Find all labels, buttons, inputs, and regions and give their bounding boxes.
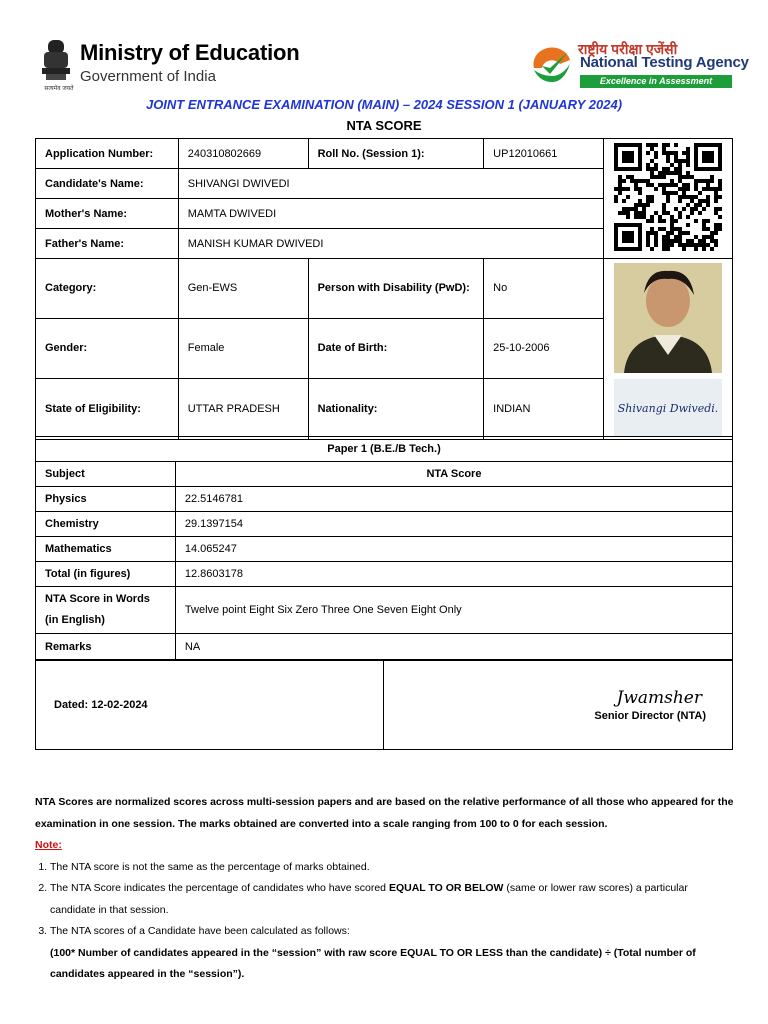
score-total: 12.8603178 — [175, 562, 732, 587]
score-header: NTA Score — [175, 462, 732, 487]
table-row — [36, 512, 733, 537]
candidate-name-label: Candidate's Name: — [36, 169, 179, 199]
father-name-label: Father's Name: — [36, 229, 179, 259]
table-row — [36, 537, 733, 562]
emblem-motto: सत्यमेव जयते — [44, 86, 74, 92]
agency-english-name: National Testing Agency — [580, 54, 749, 71]
notes-heading: Note: — [35, 839, 62, 851]
subject-mathematics: Mathematics — [36, 537, 176, 562]
note-3-text: The NTA scores of a Candidate have been calculated as follows: — [50, 925, 350, 937]
state-value: UTTAR PRADESH — [178, 378, 308, 439]
candidate-info-table — [35, 138, 733, 440]
signature-table — [35, 660, 733, 750]
photo-signature-cell — [604, 259, 733, 440]
notes-intro: NTA Scores are normalized scores across multi-session papers and are based on the relative performance of all those who appeared for the examination in one session. The marks obtained are converted into a scale ranging from 100 to 0 for each session. — [35, 796, 734, 830]
dated: Dated: 12-02-2024 — [36, 661, 384, 750]
application-number-label: Application Number: — [36, 139, 179, 169]
dob-label: Date of Birth: — [308, 318, 484, 378]
application-number-value: 240310802669 — [178, 139, 308, 169]
notes-section — [35, 792, 735, 986]
nationality-label: Nationality: — [308, 378, 484, 439]
subject-total: Total (in figures) — [36, 562, 176, 587]
table-row — [36, 562, 733, 587]
nationality-value: INDIAN — [484, 378, 604, 439]
category-value: Gen-EWS — [178, 259, 308, 319]
qr-code-icon — [614, 143, 722, 251]
exam-title: JOINT ENTRANCE EXAMINATION (MAIN) – 2024 SESSION 1 (JANUARY 2024) — [145, 97, 623, 112]
list-item — [50, 878, 735, 921]
remarks-value: NA — [175, 634, 732, 660]
ministry-title: Ministry of Education — [80, 40, 300, 65]
gender-label: Gender: — [36, 318, 179, 378]
subject-remarks: Remarks — [36, 634, 176, 660]
list-item — [50, 857, 735, 879]
note-1-text: The NTA score is not the same as the percentage of marks obtained. — [50, 860, 370, 873]
table-row — [36, 487, 733, 512]
gender-value: Female — [178, 318, 308, 378]
score-chemistry: 29.1397154 — [175, 512, 732, 537]
dob-value: 25-10-2006 — [484, 318, 604, 378]
notes-list — [50, 857, 735, 986]
table-row — [36, 587, 733, 634]
mother-name-value: MAMTA DWIVEDI — [178, 199, 603, 229]
page-header — [0, 0, 768, 96]
subject-header: Subject — [36, 462, 176, 487]
roll-number-label: Roll No. (Session 1): — [308, 139, 484, 169]
note-2-text-pre: The NTA Score indicates the percentage of candidates who have scored — [50, 882, 389, 894]
agency-hindi-name: राष्ट्रीय परीक्षा एजेंसी — [578, 41, 678, 57]
subject-chemistry: Chemistry — [36, 512, 176, 537]
list-item — [50, 921, 735, 986]
subject-score-in-words: NTA Score in Words (in English) — [36, 587, 176, 634]
agency-tagline: Excellence in Assessment — [580, 75, 732, 88]
table-row — [36, 634, 733, 660]
paper-heading: Paper 1 (B.E./B Tech.) — [36, 437, 733, 462]
roll-number-value: UP12010661 — [484, 139, 604, 169]
score-physics: 22.5146781 — [175, 487, 732, 512]
note-2-text-bold: EQUAL TO OR BELOW — [388, 882, 504, 894]
director-signature: Jwamsher — [616, 688, 702, 708]
signatory-title: Senior Director (NTA) — [594, 710, 706, 722]
candidate-name-value: SHIVANGI DWIVEDI — [178, 169, 603, 199]
category-label: Category: — [36, 259, 179, 319]
father-name-value: MANISH KUMAR DWIVEDI — [178, 229, 603, 259]
government-subtitle: Government of India — [80, 68, 216, 85]
qr-code-cell — [604, 139, 733, 259]
nta-logo-icon — [530, 46, 574, 86]
mother-name-label: Mother's Name: — [36, 199, 179, 229]
note-2-text-post: (same or lower raw scores) a particular candidate in that session. — [50, 882, 688, 916]
candidate-photo — [614, 263, 722, 373]
signatory-cell — [384, 661, 733, 750]
document-title: NTA SCORE — [346, 118, 422, 133]
score-in-words: Twelve point Eight Six Zero Three One Seven Eight Only — [175, 587, 732, 634]
subject-physics: Physics — [36, 487, 176, 512]
pwd-label: Person with Disability (PwD): — [308, 259, 484, 319]
note-3-formula: (100* Number of candidates appeared in the “session” with raw score EQUAL TO OR LESS than the candidate) ÷ (Total number of candidates appeared in the “session”). — [50, 946, 696, 980]
pwd-value: No — [484, 259, 604, 319]
scores-table — [35, 436, 733, 660]
candidate-photo-icon — [614, 263, 722, 373]
candidate-signature: Shivangi Dwivedi. — [614, 379, 722, 437]
state-label: State of Eligibility: — [36, 378, 179, 439]
score-mathematics: 14.065247 — [175, 537, 732, 562]
